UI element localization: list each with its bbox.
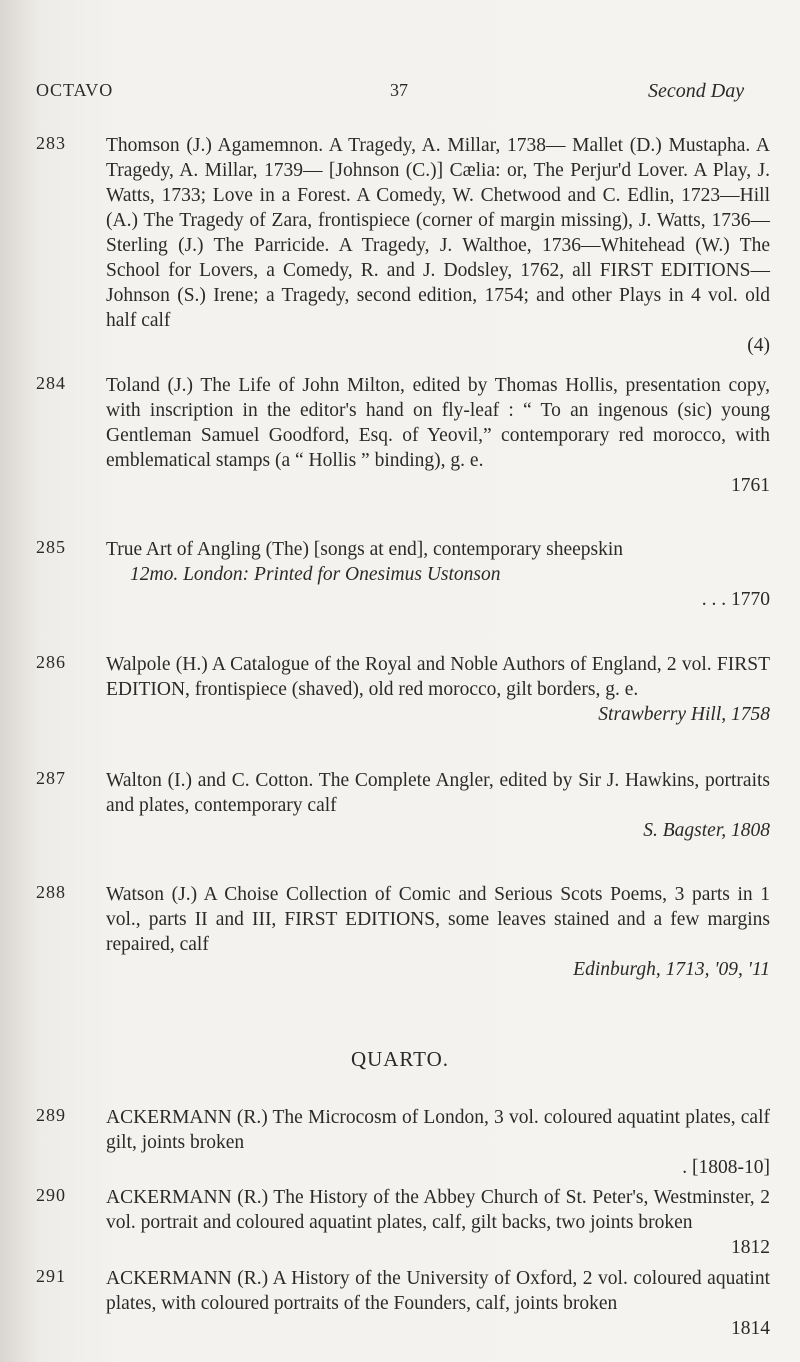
lot-text: ACKERMANN (R.) The Microcosm of London, 3 vol. coloured aquatint plates, calf gilt, joints broken	[106, 1107, 770, 1153]
lot-description	[106, 133, 770, 358]
lot-number: 291	[36, 1266, 66, 1286]
lot-description	[106, 1266, 770, 1341]
lot-date: . . . 1770	[701, 589, 770, 610]
lot-text: Toland (J.) The Life of John Milton, edited by Thomas Hollis, presentation copy, with inscription in the editor's hand on fly-leaf : “ To an ingenous (sic) young Gentleman Samuel Goodford, Esq. of Yeovil,” contemporary red morocco, with emblematical stamps (a “ Hollis ” binding), g. e.	[106, 375, 770, 471]
lot-date: 1814	[731, 1318, 770, 1339]
header-sale-day: Second Day	[648, 80, 745, 102]
lot-text: Watson (J.) A Choise Collection of Comic and Serious Scots Poems, 3 parts in 1 vol., parts II and III, FIRST EDITIONS, some leaves stained and a few margins repaired, calf	[106, 884, 770, 955]
lot-number: 285	[36, 537, 66, 557]
lot-date: 1761	[731, 475, 770, 496]
lot-text: True Art of Angling (The) [songs at end], contemporary sheepskin	[106, 539, 624, 560]
lot-date: 1812	[731, 1237, 770, 1258]
lot-volume-count: (4)	[747, 335, 770, 356]
lot-number: 288	[36, 882, 66, 902]
lot-date: . [1808-10]	[682, 1157, 770, 1178]
lot-date: Strawberry Hill, 1758	[598, 704, 770, 725]
lot-description	[106, 882, 770, 982]
lot-description	[106, 1185, 770, 1260]
lot-text: Walpole (H.) A Catalogue of the Royal and Noble Authors of England, 2 vol. FIRST EDITION, frontispiece (shaved), old red morocco, gilt borders, g. e.	[106, 654, 770, 700]
page-header	[0, 80, 800, 110]
lot-number: 283	[36, 133, 66, 153]
lot-number: 284	[36, 373, 66, 393]
lot-text: ACKERMANN (R.) A History of the University of Oxford, 2 vol. coloured aquatint plates, with coloured portraits of the Founders, calf, joints broken	[106, 1268, 770, 1314]
lot-text: ACKERMANN (R.) The History of the Abbey Church of St. Peter's, Westminster, 2 vol. portrait and coloured aquatint plates, calf, gilt backs, two joints broken	[106, 1187, 770, 1233]
lot-description	[106, 537, 770, 612]
lot-text: Thomson (J.) Agamemnon. A Tragedy, A. Millar, 1738— Mallet (D.) Mustapha. A Tragedy, A. Millar, 1739— [Johnson (C.)] Cælia: or, The Perjur'd Lover. A Play, J. Watts, 1733; Love in a Forest. A Comedy, W. Chetwood and C. Edlin, 1723—Hill (A.) The Tragedy of Zara, frontispiece (corner of margin missing), J. Watts, 1736—Sterling (J.) The Parricide. A Tragedy, J. Walthoe, 1736—Whitehead (W.) The School for Lovers, a Comedy, R. and J. Dodsley, 1762, all FIRST EDITIONS—Johnson (S.) Irene; a Tragedy, second edition, 1754; and other Plays in 4 vol. old half calf	[106, 135, 770, 331]
lot-description	[106, 373, 770, 498]
header-format: OCTAVO	[36, 80, 114, 100]
lot-date: Edinburgh, 1713, '09, '11	[573, 959, 770, 980]
page-number: 37	[390, 80, 408, 100]
lot-text: Walton (I.) and C. Cotton. The Complete Angler, edited by Sir J. Hawkins, portraits and plates, contemporary calf	[106, 770, 770, 816]
lot-description	[106, 652, 770, 727]
lot-description	[106, 768, 770, 843]
lot-imprint: 12mo. London: Printed for Onesimus Ustonson	[130, 564, 501, 585]
lot-number: 289	[36, 1105, 66, 1125]
lot-number: 287	[36, 768, 66, 788]
lot-description	[106, 1105, 770, 1180]
lot-number: 286	[36, 652, 66, 672]
lot-number: 290	[36, 1185, 66, 1205]
lot-date: S. Bagster, 1808	[643, 820, 770, 841]
section-title: QUARTO.	[350, 1047, 450, 1071]
